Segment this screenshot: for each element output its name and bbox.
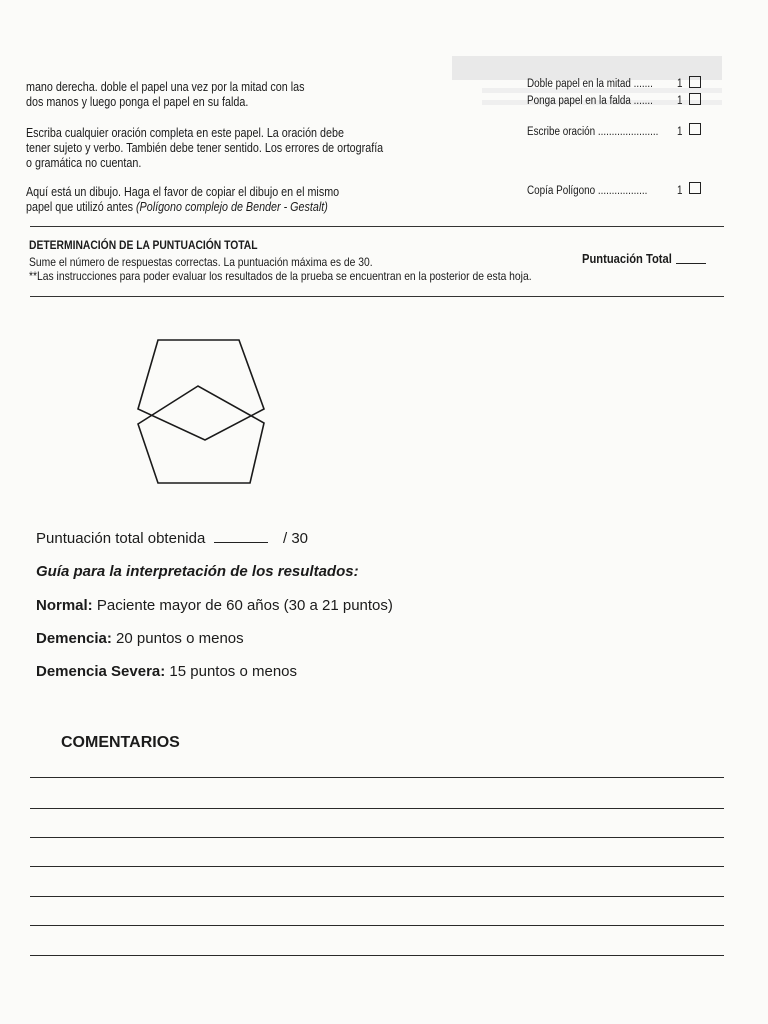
section-divider: [30, 296, 724, 297]
instruction-copy-drawing: [26, 185, 339, 215]
comment-line[interactable]: [30, 777, 724, 778]
interpretation-normal: [36, 597, 393, 614]
instruction-write-sentence: [26, 126, 383, 171]
score-item-lap: [527, 95, 653, 107]
score-label: Ponga papel en la falda .......: [527, 95, 653, 107]
score-label: Doble papel en la mitad .......: [527, 78, 653, 90]
instruction-text: papel que utilizó antes: [26, 200, 136, 214]
interpretation-severe: [36, 663, 297, 680]
score-points: 1: [677, 95, 683, 107]
comment-line[interactable]: [30, 837, 724, 838]
comment-line[interactable]: [30, 955, 724, 956]
score-item-polygon: [527, 185, 647, 197]
score-checkbox-sentence[interactable]: [689, 123, 701, 135]
upper-hexagon: [138, 340, 264, 440]
comment-line[interactable]: [30, 808, 724, 809]
instruction-line: dos manos y luego ponga el papel en su falda.: [26, 95, 249, 109]
total-obtained-label: Puntuación total obtenida: [36, 530, 206, 547]
comments-title: COMENTARIOS: [61, 734, 180, 751]
comment-line[interactable]: [30, 896, 724, 897]
bleed-through-block: [452, 56, 722, 80]
instruction-line: [26, 200, 339, 215]
lower-hexagon: [138, 386, 264, 483]
interpretation-dementia: [36, 630, 244, 647]
interpretation-desc: 15 puntos o menos: [169, 663, 298, 680]
score-points: 1: [677, 78, 683, 90]
score-item-fold: [527, 78, 653, 90]
interpretation-term: Demencia:: [36, 630, 112, 647]
score-item-sentence: [527, 126, 658, 138]
total-score-blank[interactable]: [676, 263, 706, 264]
instruction-line: o gramática no cuentan.: [26, 156, 142, 170]
instruction-italic-note: (Polígono complejo de Bender - Gestalt): [135, 200, 328, 214]
bender-polygon-figure: [128, 334, 270, 490]
total-instruction-2: **Las instrucciones para poder evaluar los resultados de la prueba se encuentran en la posterior de esta hoja.: [29, 269, 532, 283]
score-checkbox-fold[interactable]: [689, 76, 701, 88]
interpretation-desc: Paciente mayor de 60 años (30 a 21 puntos): [96, 597, 393, 614]
instruction-line: Escriba cualquier oración completa en este papel. La oración debe: [26, 126, 344, 140]
total-heading: DETERMINACIÓN DE LA PUNTUACIÓN TOTAL: [29, 238, 258, 252]
interpretation-term: Demencia Severa:: [36, 663, 166, 680]
instruction-fold-paper: [26, 80, 304, 110]
comment-line[interactable]: [30, 925, 724, 926]
instruction-line: tener sujeto y verbo. También debe tener sentido. Los errores de ortografía: [26, 141, 384, 155]
interpretation-title: Guía para la interpretación de los resultados:: [36, 563, 359, 580]
score-label: Escribe oración ......................: [527, 126, 659, 138]
interpretation-desc: 20 puntos o menos: [116, 630, 244, 647]
score-points: 1: [677, 185, 683, 197]
total-score-label: Puntuación Total: [582, 251, 672, 266]
comment-line[interactable]: [30, 866, 724, 867]
instruction-line: mano derecha. doble el papel una vez por la mitad con las: [26, 80, 305, 94]
total-obtained-blank[interactable]: [214, 542, 268, 543]
score-checkbox-lap[interactable]: [689, 93, 701, 105]
total-instruction-1: Sume el número de respuestas correctas. La puntuación máxima es de 30.: [29, 255, 373, 269]
instruction-line: Aquí está un dibujo. Haga el favor de copiar el dibujo en el mismo: [26, 185, 340, 199]
total-max: / 30: [283, 530, 309, 547]
total-obtained-row: [36, 530, 205, 547]
score-label: Copía Polígono ..................: [527, 185, 648, 197]
section-divider: [30, 226, 724, 227]
score-points: 1: [677, 126, 683, 138]
score-checkbox-polygon[interactable]: [689, 182, 701, 194]
interpretation-term: Normal:: [36, 597, 93, 614]
